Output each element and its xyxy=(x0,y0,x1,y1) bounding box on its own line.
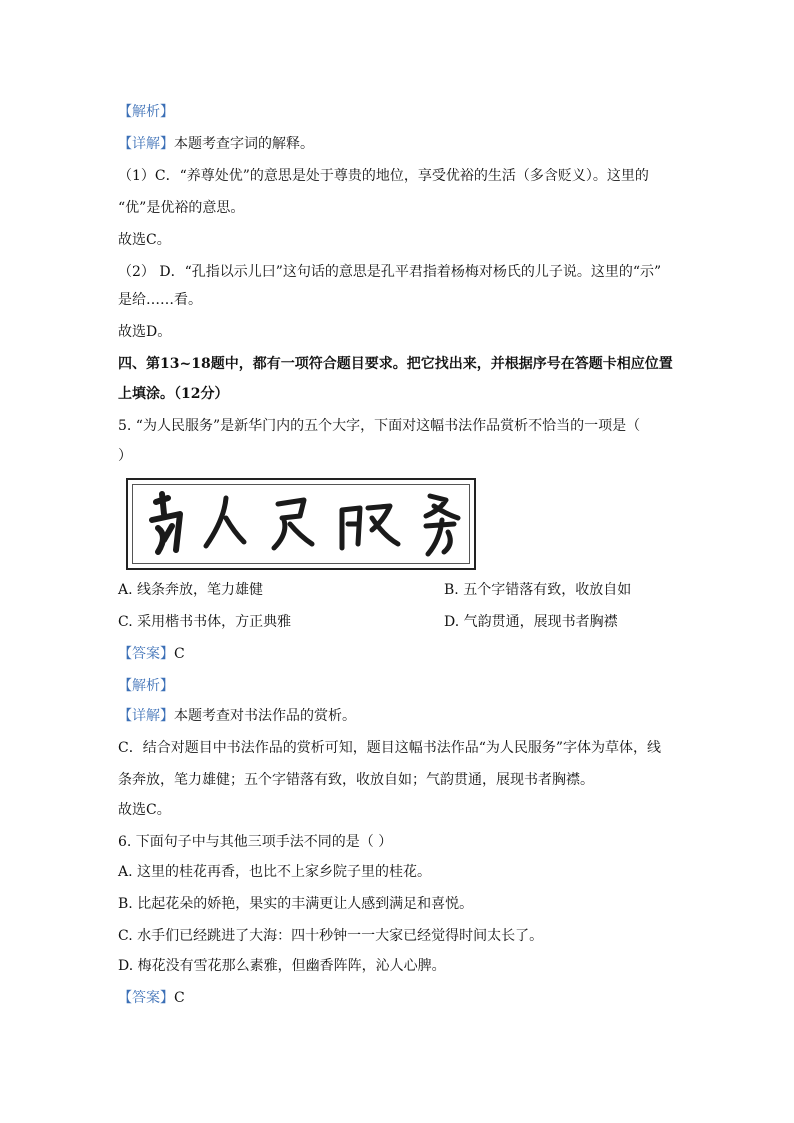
q6-option-b: B. 比起花朵的娇艳，果实的丰满更让人感到满足和喜悦。 xyxy=(118,896,474,912)
section-heading: 四、第13~18题中，都有一项符合题目要求。把它找出来，并根据序号在答题卡相应位置 xyxy=(118,356,673,372)
question-5-stem: 5. “为人民服务”是新华门内的五个大字，下面对这幅书法作品赏析不恰当的一项是（ xyxy=(118,418,641,434)
answer-value: C xyxy=(174,646,185,662)
q5-option-b: B. 五个字错落有致，收放自如 xyxy=(444,582,632,598)
question-6-stem: 6. 下面句子中与其他三项手法不同的是（ ） xyxy=(118,834,393,850)
q5-explanation: C．结合对题目中书法作品的赏析可知，题目这幅书法作品“为人民服务”字体为草体，线 xyxy=(118,740,662,756)
answer-tag: 【答案】 xyxy=(118,990,174,1006)
paragraph-line: 是给……看。 xyxy=(118,292,202,308)
answer-value: C xyxy=(174,990,185,1006)
q5-choice: 故选C。 xyxy=(118,802,171,818)
q5-option-c: C. 采用楷书书体，方正典雅 xyxy=(118,614,292,630)
q5-answer xyxy=(118,644,185,664)
detail-text: 本题考查字词的解释。 xyxy=(174,136,314,152)
analysis-tag-1: 【解析】 xyxy=(118,104,174,120)
choice-line: 故选D。 xyxy=(118,324,172,340)
q5-analysis-tag: 【解析】 xyxy=(118,678,174,694)
detail-tag: 【详解】 xyxy=(118,708,174,724)
q5-explanation-cont: 条奔放，笔力雄健；五个字错落有致，收放自如；气韵贯通，展现书者胸襟。 xyxy=(118,772,594,788)
q6-answer xyxy=(118,988,185,1008)
q5-option-a: A. 线条奔放，笔力雄健 xyxy=(118,582,264,598)
detail-tag: 【详解】 xyxy=(118,136,174,152)
calligraphy-image xyxy=(126,478,476,570)
question-5-stem-cont: ） xyxy=(118,448,132,464)
q6-option-d: D. 梅花没有雪花那么素雅，但幽香阵阵，沁人心脾。 xyxy=(118,958,446,974)
detail-text: 本题考查对书法作品的赏析。 xyxy=(174,708,356,724)
paragraph-line: （2） D．“孔指以示儿曰”这句话的意思是孔平君指着杨梅对杨氏的儿子说。这里的“示” xyxy=(118,264,662,280)
calligraphy-strokes xyxy=(128,480,474,568)
q6-option-c: C. 水手们已经跳进了大海：四十秒钟一一大家已经觉得时间太长了。 xyxy=(118,928,544,944)
paragraph-line: “优”是优裕的意思。 xyxy=(118,200,245,216)
choice-line: 故选C。 xyxy=(118,232,171,248)
q5-detail xyxy=(118,706,356,726)
paragraph-line: （1）C．“养尊处优”的意思是处于尊贵的地位，享受优裕的生活（多含贬义）。这里的 xyxy=(118,168,649,184)
answer-tag: 【答案】 xyxy=(118,646,174,662)
q6-option-a: A. 这里的桂花再香，也比不上家乡院子里的桂花。 xyxy=(118,864,432,880)
q5-option-d: D. 气韵贯通，展现书者胸襟 xyxy=(444,614,618,630)
detail-line-1 xyxy=(118,134,314,154)
section-heading-cont: 上填涂。（12分） xyxy=(118,386,229,402)
